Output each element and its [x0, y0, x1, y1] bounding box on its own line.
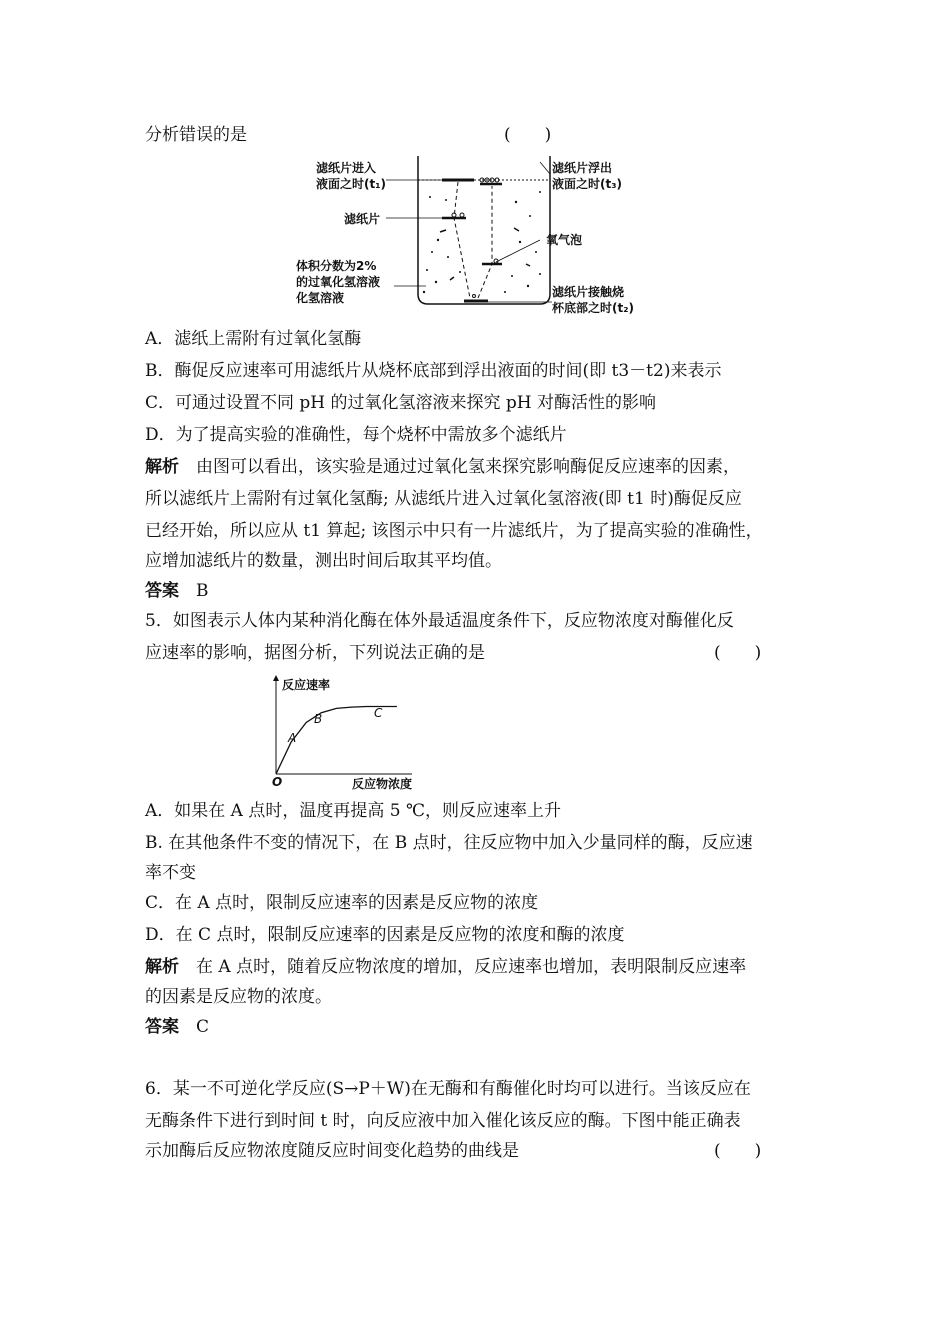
y-axis-label: 反应速率 — [282, 678, 331, 692]
label-bottom-line2: 杯底部之时(t₂) — [552, 301, 634, 315]
q5-stem-line1: 5．如图表示人体内某种消化酶在体外最适温度条件下，反应物浓度对酶催化反 — [145, 611, 734, 631]
q5-answer-paren: ( ) — [714, 643, 762, 663]
label-entry-line2: 液面之时(t₁) — [316, 177, 386, 191]
q4-answer-label: 答案 — [145, 581, 179, 601]
label-solution-line2: 的过氧化氢溶液 — [296, 275, 381, 289]
q4-analysis-line3: 已经开始，所以应从 t1 算起; 该图示中只有一片滤纸片，为了提高实验的准确性， — [145, 521, 763, 541]
q4-analysis-label: 解析 — [145, 457, 179, 477]
point-label-b: B — [314, 712, 323, 726]
movement-path — [454, 182, 492, 298]
q4-analysis-text1: 由图可以看出，该实验是通过过氧化氢来探究影响酶促反应速率的因素， — [196, 457, 740, 477]
q5-answer-label: 答案 — [145, 1017, 179, 1037]
q5-option-b-line1: B. 在其他条件不变的情况下，在 B 点时，往反应物中加入少量同样的酶，反应速 — [145, 833, 753, 853]
q5-analysis-label: 解析 — [145, 957, 179, 977]
x-axis-label: 反应物浓度 — [352, 777, 413, 791]
q5-rate-chart — [262, 672, 432, 792]
q5-stem-line2: 应速率的影响，据图分析，下列说法正确的是 — [145, 643, 485, 663]
beaker-outline — [418, 156, 550, 304]
origin-label: O — [272, 775, 283, 789]
beaker-figure — [290, 152, 660, 320]
label-bottom-line1: 滤纸片接触烧 — [552, 285, 625, 299]
q4-answer-line — [145, 580, 209, 602]
q4-answer-paren: ( ) — [504, 125, 552, 145]
q6-stem-line1: 6．某一不可逆化学反应(S→P＋W)在无酶和有酶催化时均可以进行。当该反应在 — [145, 1079, 751, 1099]
q5-option-a: A．如果在 A 点时，温度再提高 5 ℃，则反应速率上升 — [145, 801, 562, 821]
label-solution-line3: 化氢溶液 — [296, 291, 345, 305]
point-label-c: C — [374, 706, 383, 720]
floating-paper — [480, 178, 502, 184]
q6-stem-line3: 示加酶后反应物浓度随反应时间变化趋势的曲线是 — [145, 1141, 519, 1161]
q5-answer: C — [196, 1017, 210, 1037]
q4-option-b: B．酶促反应速率可用滤纸片从烧杯底部到浮出液面的时间(即 t3－t2)来表示 — [145, 361, 722, 381]
q4-stem-tail: 分析错误的是 — [145, 125, 247, 145]
solution-particles — [423, 191, 541, 293]
q5-option-b-line2: 率不变 — [145, 863, 196, 883]
q4-analysis-line1 — [145, 456, 740, 478]
q4-option-c: C．可通过设置不同 pH 的过氧化氢溶液来探究 pH 对酶活性的影响 — [145, 393, 657, 413]
point-label-a: A — [288, 731, 297, 745]
q4-analysis-line4: 应增加滤纸片的数量，测出时间后取其平均值。 — [145, 551, 502, 571]
q5-analysis-text1: 在 A 点时，随着反应物浓度的增加，反应速率也增加，表明限制反应速率 — [196, 957, 747, 977]
q5-answer-line — [145, 1016, 209, 1038]
q5-option-d: D．在 C 点时，限制反应速率的因素是反应物的浓度和酶的浓度 — [145, 925, 625, 945]
label-paper: 滤纸片 — [344, 212, 381, 226]
q5-analysis-line1 — [145, 956, 746, 978]
q5-analysis-line2: 的因素是反应物的浓度。 — [145, 987, 332, 1007]
q6-answer-paren: ( ) — [714, 1141, 762, 1161]
q4-answer: B — [196, 581, 209, 601]
label-entry-line1: 滤纸片进入 — [316, 161, 377, 175]
label-bubble: 氧气泡 — [546, 233, 583, 247]
q4-analysis-line2: 所以滤纸片上需附有过氧化氢酶; 从滤纸片进入过氧化氢溶液(即 t1 时)酶促反应 — [145, 489, 742, 509]
label-solution-line1: 体积分数为2% — [296, 259, 377, 273]
q4-option-a: A．滤纸上需附有过氧化氢酶 — [145, 329, 362, 349]
q4-option-d: D．为了提高实验的准确性，每个烧杯中需放多个滤纸片 — [145, 425, 567, 445]
label-float-line1: 滤纸片浮出 — [552, 161, 613, 175]
label-float-line2: 液面之时(t₃) — [552, 177, 622, 191]
q5-option-c: C．在 A 点时，限制反应速率的因素是反应物的浓度 — [145, 893, 539, 913]
q6-stem-line2: 无酶条件下进行到时间 t 时，向反应液中加入催化该反应的酶。下图中能正确表 — [145, 1111, 741, 1131]
